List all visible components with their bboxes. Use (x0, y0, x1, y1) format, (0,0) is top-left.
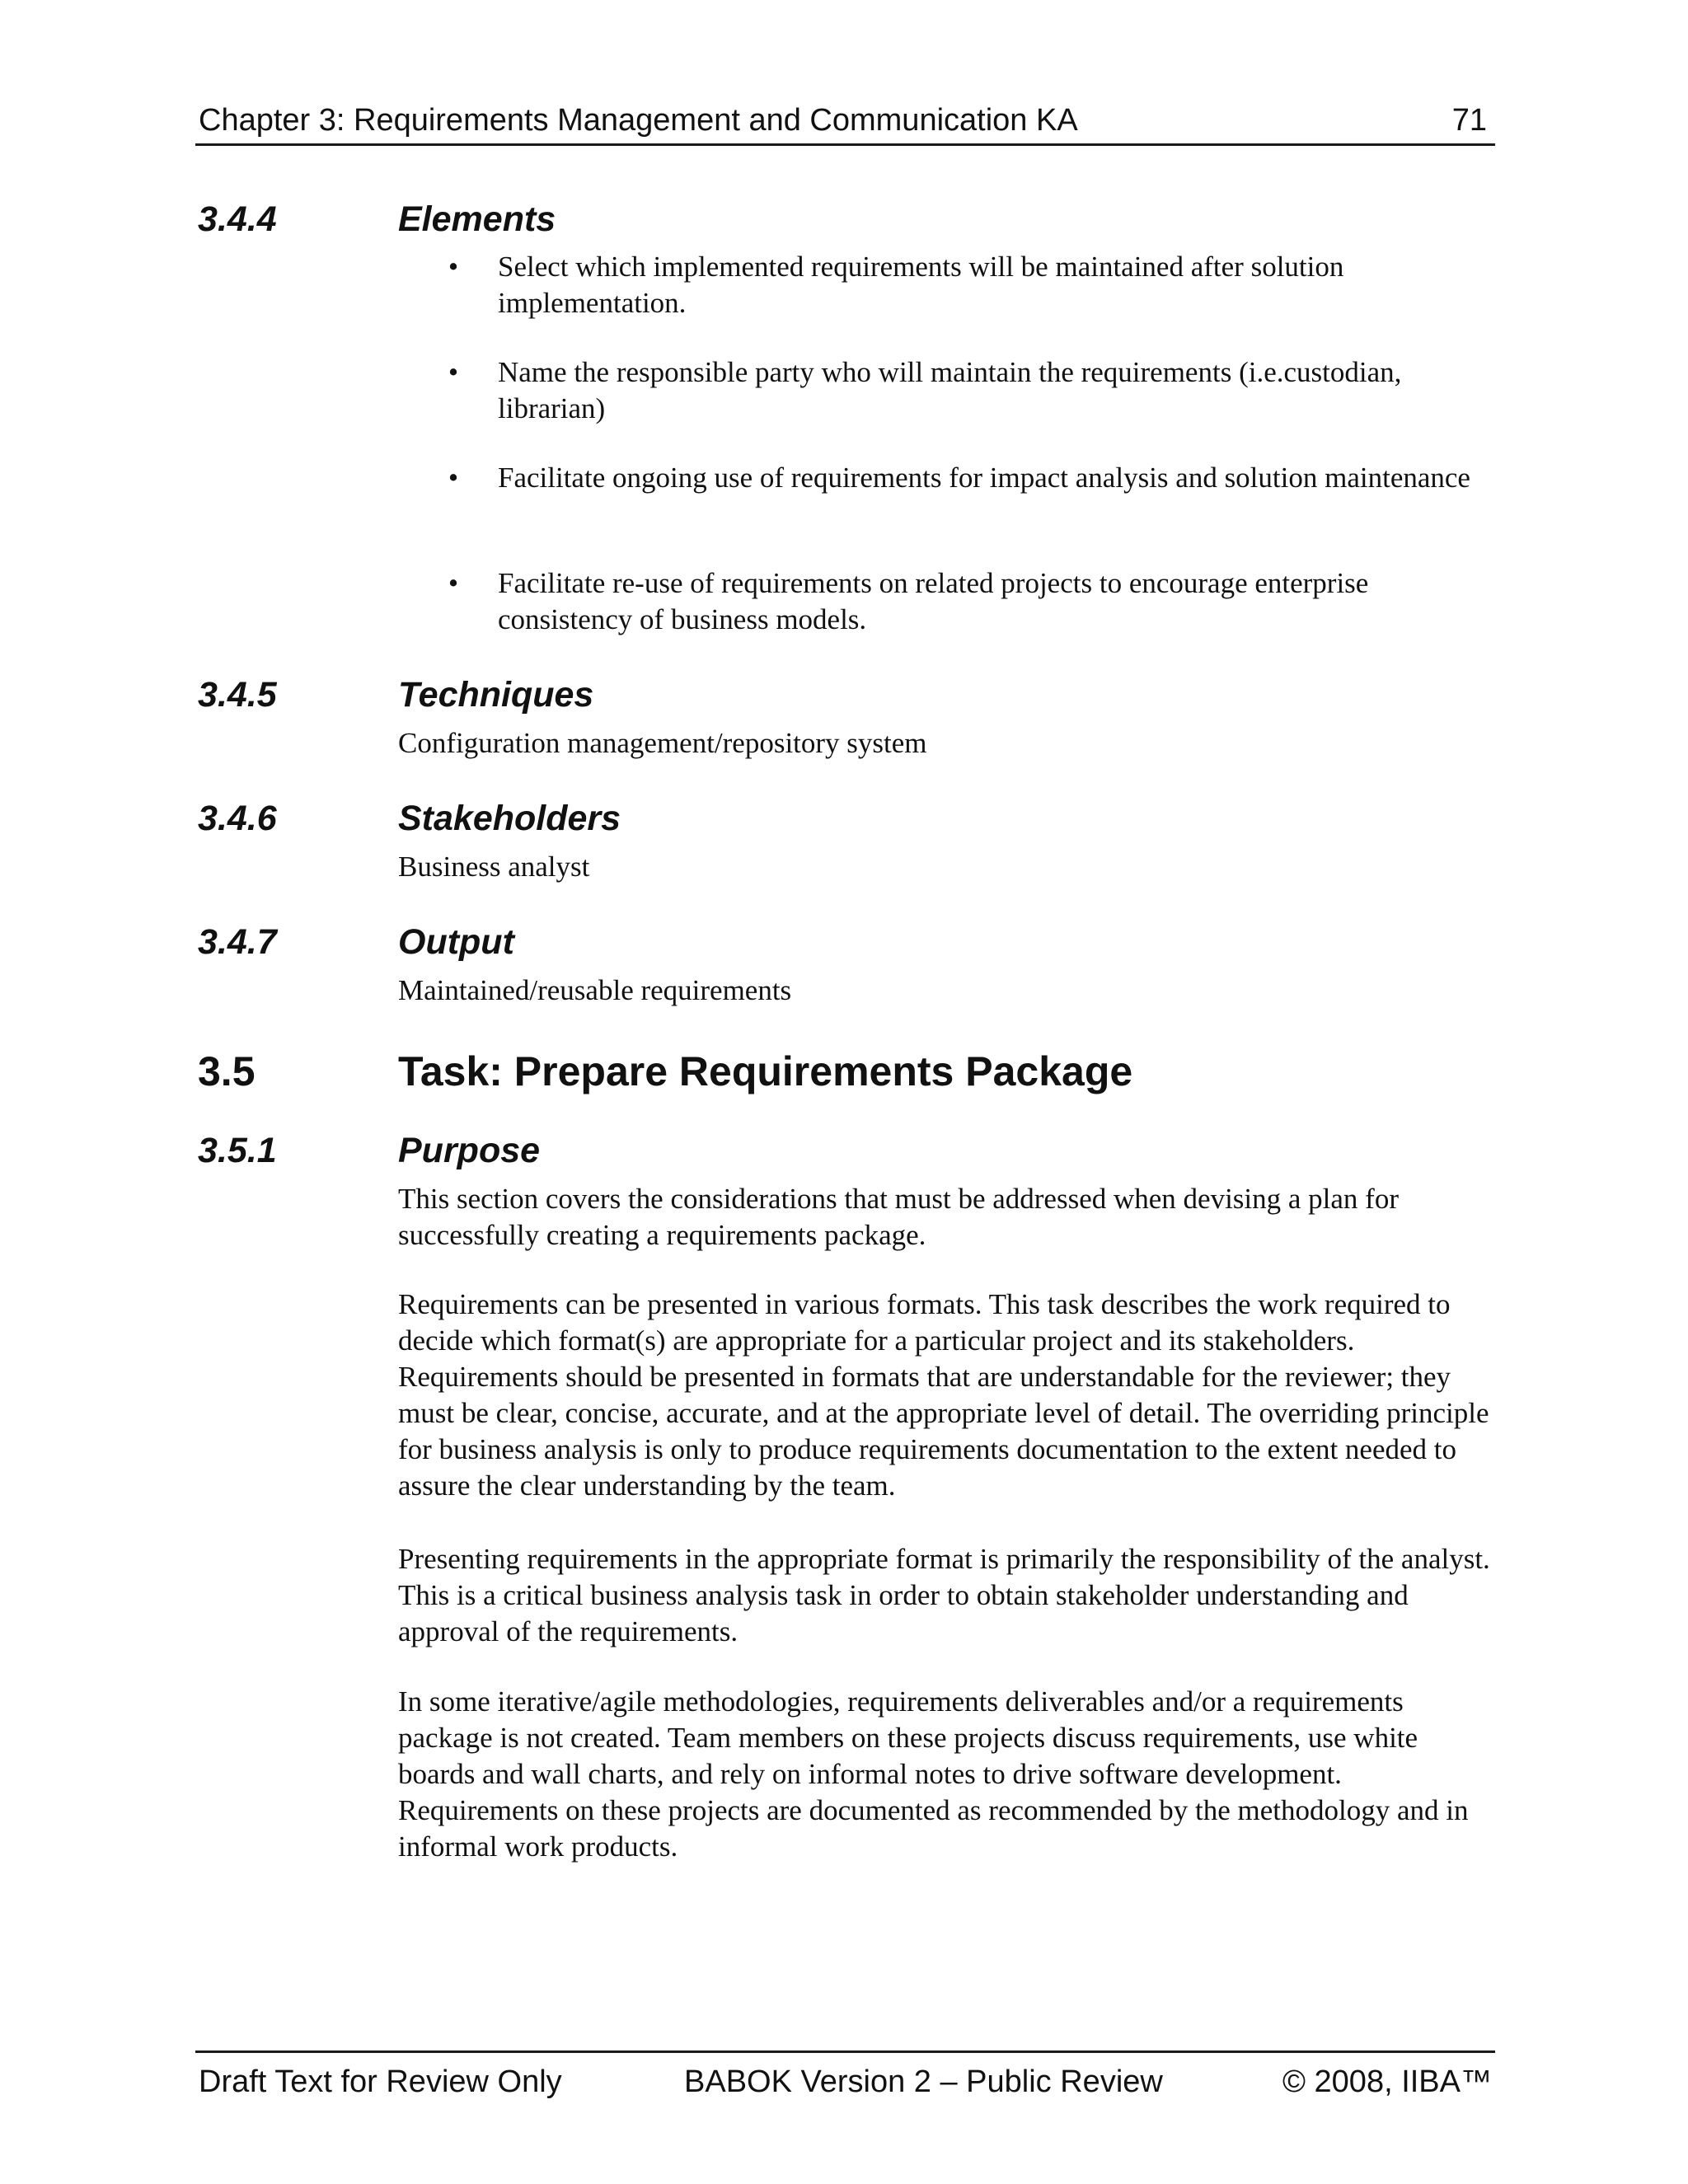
bullet-text: Select which implemented requirements will be maintained after solution implementation. (498, 251, 1344, 319)
section-title-task: Task: Prepare Requirements Package (398, 1048, 1133, 1094)
section-title-purpose: Purpose (398, 1131, 541, 1170)
bullet-icon: • (448, 462, 459, 494)
chapter-title: Chapter 3: Requirements Management and Communication KA (199, 103, 1078, 138)
section-title-elements: Elements (398, 199, 556, 239)
output-text: Maintained/reusable requirements (398, 974, 792, 1006)
purpose-paragraph: In some iterative/agile methodologies, requirements deliverables and/or a requirements package is not created. Team members on these projects discuss requirements, use white boards and wall charts, and rely on informal notes to drive software development. Requirements on these projects are documented as recommended by the methodology and in informal work products. (398, 1685, 1469, 1863)
bullet-icon: • (448, 356, 459, 388)
bullet-icon: • (448, 567, 459, 599)
section-title-techniques: Techniques (398, 675, 594, 715)
purpose-paragraph: Requirements can be presented in various formats. This task describes the work required to decide which format(s) are appropriate for a particular project and its stakeholders. Requirements should be presented in formats that are understandable for the reviewer; they must be clear, concise, accurate, and at the appropriate level of detail. The overriding principle for business analysis is only to produce requirements documentation to the extent needed to assure the clear understanding by the team. (398, 1288, 1489, 1502)
bullet-icon: • (448, 251, 459, 283)
purpose-paragraph: This section covers the considerations that must be addressed when devising a plan for successfully creating a requirements package. (398, 1183, 1399, 1251)
bullet-text: Facilitate re-use of requirements on related projects to encourage enterprise consistency of business models. (498, 567, 1369, 635)
page-footer (195, 2050, 1495, 2101)
purpose-paragraph: Presenting requirements in the appropriate format is primarily the responsibility of the analyst. This is a critical business analysis task in order to obtain stakeholder understanding and approval of the requirements. (398, 1543, 1490, 1647)
section-title-output: Output (398, 922, 514, 962)
bullet-text: Facilitate ongoing use of requirements for impact analysis and solution maintenance (498, 462, 1470, 494)
section-number-3-4-6: 3.4.6 (198, 799, 277, 838)
bullet-text: Name the responsible party who will maintain the requirements (i.e.custodian, librarian) (498, 356, 1402, 424)
section-number-3-4-5: 3.4.5 (198, 675, 277, 715)
stakeholders-text: Business analyst (398, 851, 590, 883)
page-header (195, 97, 1495, 146)
section-number-3-4-7: 3.4.7 (198, 922, 277, 962)
techniques-text: Configuration management/repository system (398, 727, 927, 759)
section-number-3-5-1: 3.5.1 (198, 1131, 277, 1170)
page-number: 71 (1451, 103, 1487, 138)
section-number-3-4-4: 3.4.4 (198, 199, 277, 239)
footer-copyright: © 2008, IIBA™ (1282, 2064, 1492, 2099)
footer-version: BABOK Version 2 – Public Review (684, 2064, 1163, 2099)
section-title-stakeholders: Stakeholders (398, 799, 621, 838)
section-number-3-5: 3.5 (198, 1048, 256, 1094)
footer-draft-note: Draft Text for Review Only (199, 2064, 562, 2099)
